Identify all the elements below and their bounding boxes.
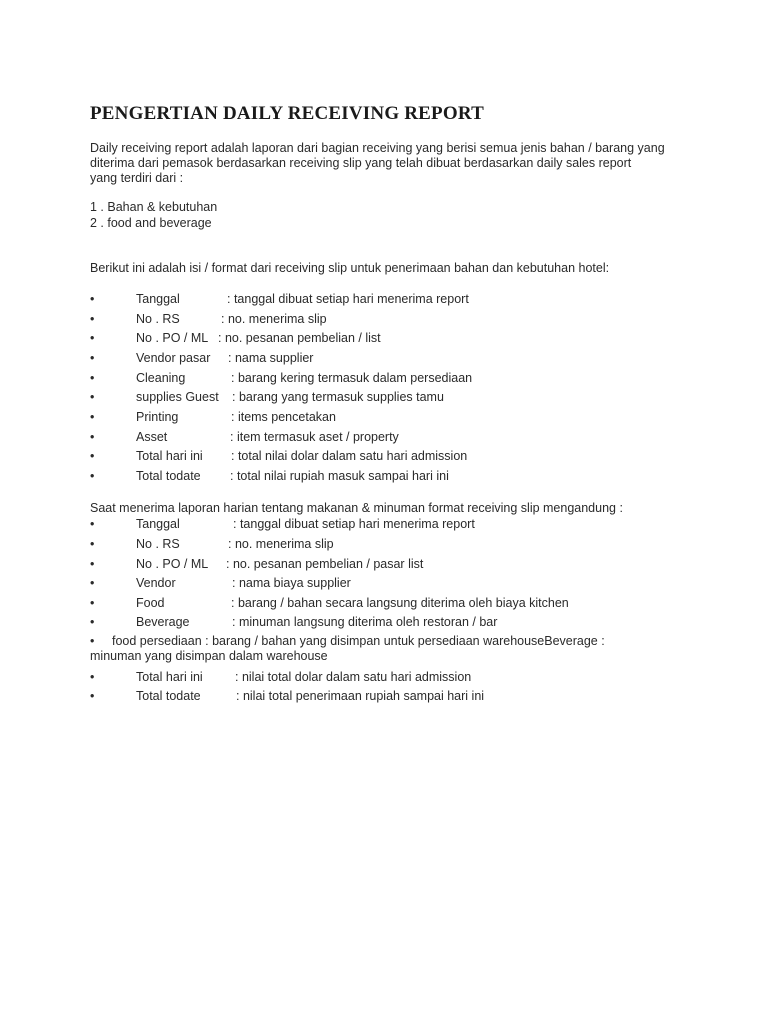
bullet-icon: • — [90, 351, 95, 365]
bullet-icon: • — [90, 517, 95, 531]
category-item: 1 . Bahan & kebutuhan — [90, 200, 218, 214]
item-term: Tanggal — [136, 517, 180, 531]
item-term: Total hari ini — [136, 670, 203, 684]
item-term: Vendor pasar — [136, 351, 211, 365]
item-desc: : total nilai rupiah masuk sampai hari ini — [230, 469, 449, 483]
intro-line: yang terdiri dari : — [90, 171, 184, 185]
item-desc: : no. pesanan pembelian / list — [218, 331, 381, 345]
bullet-icon: • — [90, 615, 95, 629]
bullet-icon: • — [90, 331, 95, 345]
item-term: Cleaning — [136, 371, 186, 385]
item-term: supplies Guest — [136, 390, 219, 404]
item-desc: : total nilai dolar dalam satu hari admission — [231, 449, 468, 463]
item-desc: : nama biaya supplier — [232, 576, 351, 590]
item-desc: : no. menerima slip — [228, 537, 334, 551]
bullet-icon: • — [90, 469, 95, 483]
item-desc: : barang yang termasuk supplies tamu — [232, 390, 444, 404]
intro-paragraph — [90, 141, 690, 186]
category-item: 2 . food and beverage — [90, 216, 212, 230]
item-term: Asset — [136, 430, 168, 444]
item-term: Beverage — [136, 615, 190, 629]
item-term: No . RS — [136, 312, 180, 326]
item-desc: : minuman langsung diterima oleh restoran / bar — [232, 615, 498, 629]
item-desc: : nilai total penerimaan rupiah sampai hari ini — [236, 689, 485, 703]
item-desc: : item termasuk aset / property — [230, 430, 399, 444]
item-term: No . PO / ML — [136, 557, 209, 571]
item-term: Total hari ini — [136, 449, 203, 463]
item-desc: : tanggal dibuat setiap hari menerima report — [227, 292, 469, 306]
item-desc: : nilai total dolar dalam satu hari admission — [235, 670, 472, 684]
intro-line: diterima dari pemasok berdasarkan receiving slip yang telah dibuat berdasarkan daily sales report — [90, 156, 632, 170]
item-desc: : nama supplier — [228, 351, 314, 365]
bullet-icon: • — [90, 390, 95, 404]
bullet-icon: • — [90, 557, 95, 571]
bullet-icon: • — [90, 312, 95, 326]
item-desc: : barang / bahan secara langsung diterima oleh biaya kitchen — [231, 596, 569, 610]
bullet-icon: • — [90, 537, 95, 551]
section2-heading: Saat menerima laporan harian tentang makanan & minuman format receiving slip mengandung : — [90, 501, 623, 515]
item-desc: : barang kering termasuk dalam persediaan — [231, 371, 473, 385]
item-term: No . PO / ML — [136, 331, 209, 345]
item-term: Food — [136, 596, 165, 610]
page-title: PENGERTIAN DAILY RECEIVING REPORT — [90, 103, 484, 124]
bullet-icon: • — [90, 596, 95, 610]
bullet-icon: • — [90, 634, 95, 648]
item-term: Total todate — [136, 469, 201, 483]
item-term: Total todate — [136, 689, 201, 703]
item-term: Printing — [136, 410, 179, 424]
item-text: food persediaan : barang / bahan yang disimpan untuk persediaan warehouseBeverage : — [112, 634, 605, 648]
bullet-icon: • — [90, 371, 95, 385]
bullet-icon: • — [90, 292, 95, 306]
bullet-icon: • — [90, 689, 95, 703]
bullet-icon: • — [90, 410, 95, 424]
bullet-icon: • — [90, 670, 95, 684]
bullet-icon: • — [90, 430, 95, 444]
section1-heading: Berikut ini adalah isi / format dari receiving slip untuk penerimaan bahan dan kebutuhan hotel: — [90, 261, 610, 275]
item-desc: : tanggal dibuat setiap hari menerima report — [233, 517, 475, 531]
item-desc: : items pencetakan — [231, 410, 336, 424]
item-term: No . RS — [136, 537, 180, 551]
intro-line: Daily receiving report adalah laporan dari bagian receiving yang berisi semua jenis bahan / barang yang — [90, 141, 665, 155]
bullet-icon: • — [90, 449, 95, 463]
item-desc: : no. pesanan pembelian / pasar list — [226, 557, 424, 571]
item-desc: : no. menerima slip — [221, 312, 327, 326]
item-term: Vendor — [136, 576, 176, 590]
bullet-icon: • — [90, 576, 95, 590]
item-term: Tanggal — [136, 292, 180, 306]
item-text-continued: minuman yang disimpan dalam warehouse — [90, 649, 328, 663]
